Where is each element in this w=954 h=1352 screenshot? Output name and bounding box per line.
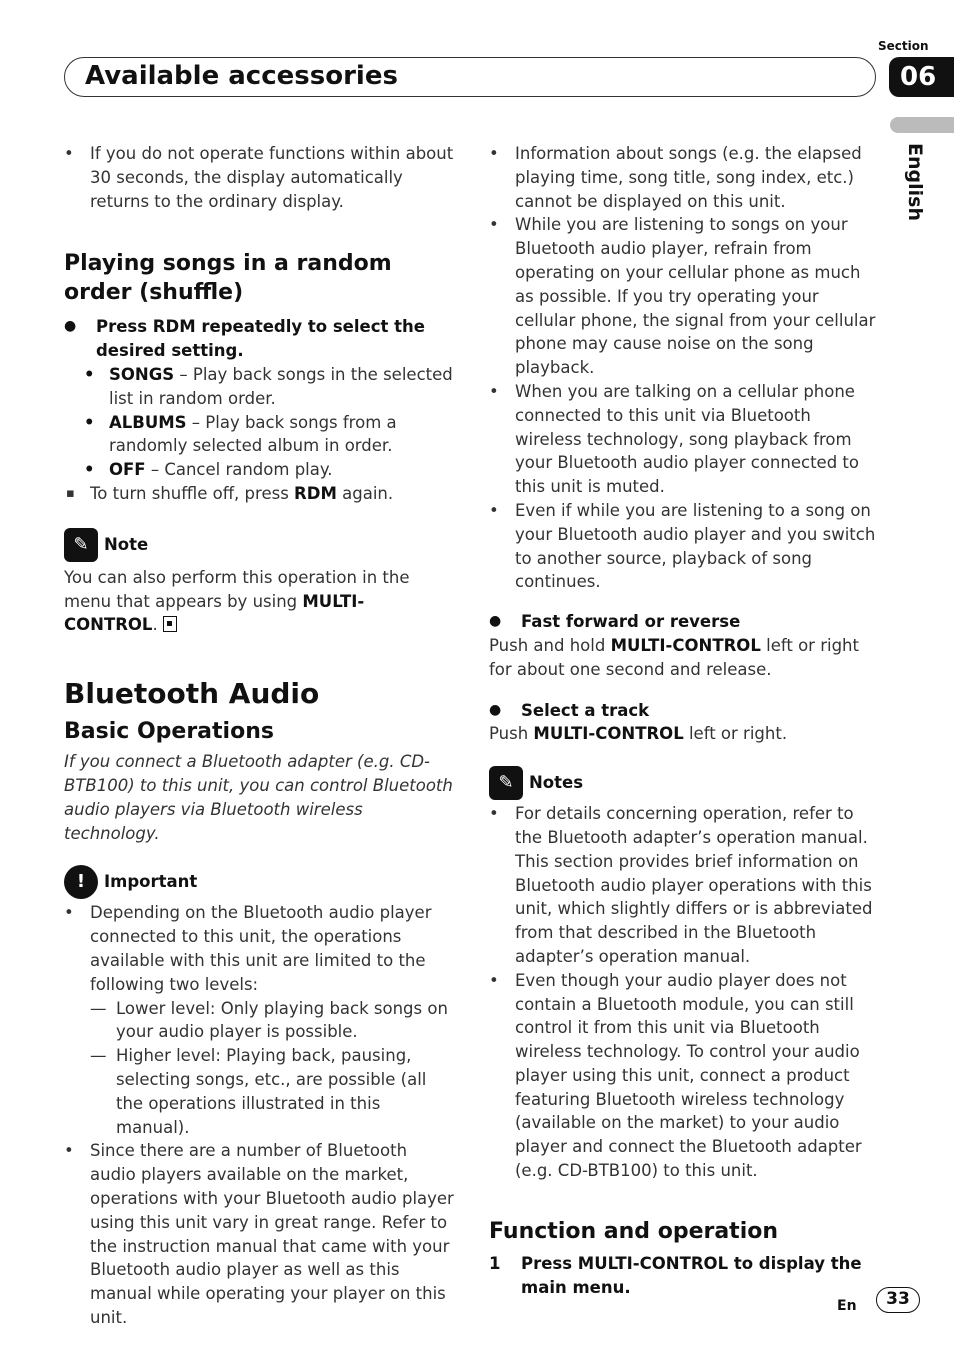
option-key: SONGS (109, 364, 175, 384)
level-lower: — Lower level: Only playing back songs on your audio player is possible. (64, 997, 454, 1045)
info-bullet-1: • Information about songs (e.g. the elapsed playing time, song title, song index, etc.) cannot be displayed on this unit. (489, 142, 879, 213)
note-post: . (152, 615, 158, 635)
shuffle-off-note (64, 482, 454, 506)
track-post: left or right. (683, 724, 788, 744)
section-label: Section (878, 39, 929, 53)
important-bullet-1: • Depending on the Bluetooth audio player connected to this unit, the operations available with this unit are limited to the following two levels: (64, 901, 454, 996)
option-text: – Cancel random play. (145, 460, 333, 480)
function-step (489, 1252, 879, 1300)
shuffle-step: ● Press RDM repeatedly to select the desired setting. (64, 315, 454, 363)
important-header (64, 865, 454, 899)
track-key: MULTI-CONTROL (533, 724, 684, 744)
page-number: 33 (876, 1287, 920, 1313)
info-bullet-4: • Even if while you are listening to a song on your Bluetooth audio player and you switch to another source, playback of song continues. (489, 499, 879, 594)
left-column (64, 141, 454, 1330)
ff-pre: Push and hold (489, 635, 611, 655)
step-number: 1 (489, 1253, 501, 1273)
option-key: OFF (109, 460, 146, 480)
pencil-icon: ✎ (64, 528, 98, 562)
note-header (64, 528, 454, 562)
important-icon: ! (64, 865, 98, 899)
basic-operations-heading: Basic Operations (64, 719, 274, 745)
option-text: – Play back songs from a randomly selected album in order. (109, 412, 397, 456)
info-bullet-3: • When you are talking on a cellular phone connected to this unit via Bluetooth wireless technology, song playback from your Bluetooth audio player connected to this unit is muted. (489, 380, 879, 499)
option-text: – Play back songs in the selected list in random order. (109, 364, 453, 408)
ff-key: MULTI-CONTROL (610, 635, 761, 655)
notes-bullet-1: • For details concerning operation, refer to the Bluetooth adapter’s operation manual. This section provides brief information on Bluetooth audio player operations with this unit, which slightly differs or is abbreviated from that described in the Bluetooth adapter’s operation manual. (489, 802, 879, 969)
language-tab (890, 117, 954, 133)
page-title: Available accessories (85, 61, 398, 91)
ff-post: left or right for about one second and release. (489, 635, 859, 679)
shuffle-off-post: again. (336, 483, 394, 503)
step-text: Press MULTI-CONTROL to display the main menu. (521, 1253, 862, 1297)
ff-step: ● Fast forward or reverse (489, 610, 879, 634)
important-label: Important (104, 872, 198, 892)
notes-bullet-2: • Even though your audio player does not contain a Bluetooth module, you can still control it from this unit via Bluetooth wireless technology. To control your audio player using this unit, connect a product featuring Bluetooth wireless technology (available on the market) to your audio player and connect the Bluetooth adapter (e.g. CD-BTB100) to this unit. (489, 969, 879, 1183)
note-key: MULTI-CONTROL (64, 591, 365, 635)
level-higher: — Higher level: Playing back, pausing, selecting songs, etc., are possible (all the operations illustrated in this manual). (64, 1044, 454, 1139)
basic-intro: If you connect a Bluetooth adapter (e.g. CD-BTB100) to this unit, you can control Bluetooth audio players via Bluetooth wireless technology. (64, 752, 453, 843)
end-mark-icon (163, 616, 177, 632)
notes-header (489, 766, 879, 800)
notes-label: Notes (529, 773, 584, 793)
ff-desc (489, 634, 879, 682)
header-bar (64, 57, 876, 97)
option-key: ALBUMS (109, 412, 187, 432)
right-column (489, 141, 879, 1299)
shuffle-off-key: RDM (294, 483, 337, 503)
shuffle-heading: Playing songs in a random order (shuffle) (64, 251, 392, 306)
track-desc (489, 722, 879, 746)
note-label: Note (104, 534, 149, 554)
pencil-icon: ✎ (489, 766, 523, 800)
shuffle-off-pre: To turn shuffle off, press (90, 483, 295, 503)
bluetooth-audio-heading: Bluetooth Audio (64, 677, 320, 711)
language-label: English (904, 143, 926, 221)
note-body (64, 566, 454, 637)
info-bullet-2: • While you are listening to songs on your Bluetooth audio player, refrain from operating on your cellular phone as much as possible. If you try operating your cellular phone, the signal from your cellular phone may cause noise on the song playback. (489, 213, 879, 380)
option-albums (64, 411, 454, 459)
section-number: 06 (889, 57, 954, 97)
function-heading: Function and operation (489, 1218, 779, 1244)
footer-lang: En (837, 1298, 857, 1314)
option-off (64, 458, 454, 482)
track-pre: Push (489, 724, 534, 744)
track-step: ● Select a track (489, 699, 879, 723)
intro-bullet: • If you do not operate functions within about 30 seconds, the display automatically returns to the ordinary display. (64, 142, 454, 213)
important-bullet-2: • Since there are a number of Bluetooth audio players available on the market, operations with your Bluetooth audio player using this unit vary in great range. Refer to the instruction manual that came with your Bluetooth audio player as well as this manual while operating your player on this unit. (64, 1139, 454, 1329)
option-songs (64, 363, 454, 411)
note-pre: You can also perform this operation in the menu that appears by using (64, 567, 410, 611)
